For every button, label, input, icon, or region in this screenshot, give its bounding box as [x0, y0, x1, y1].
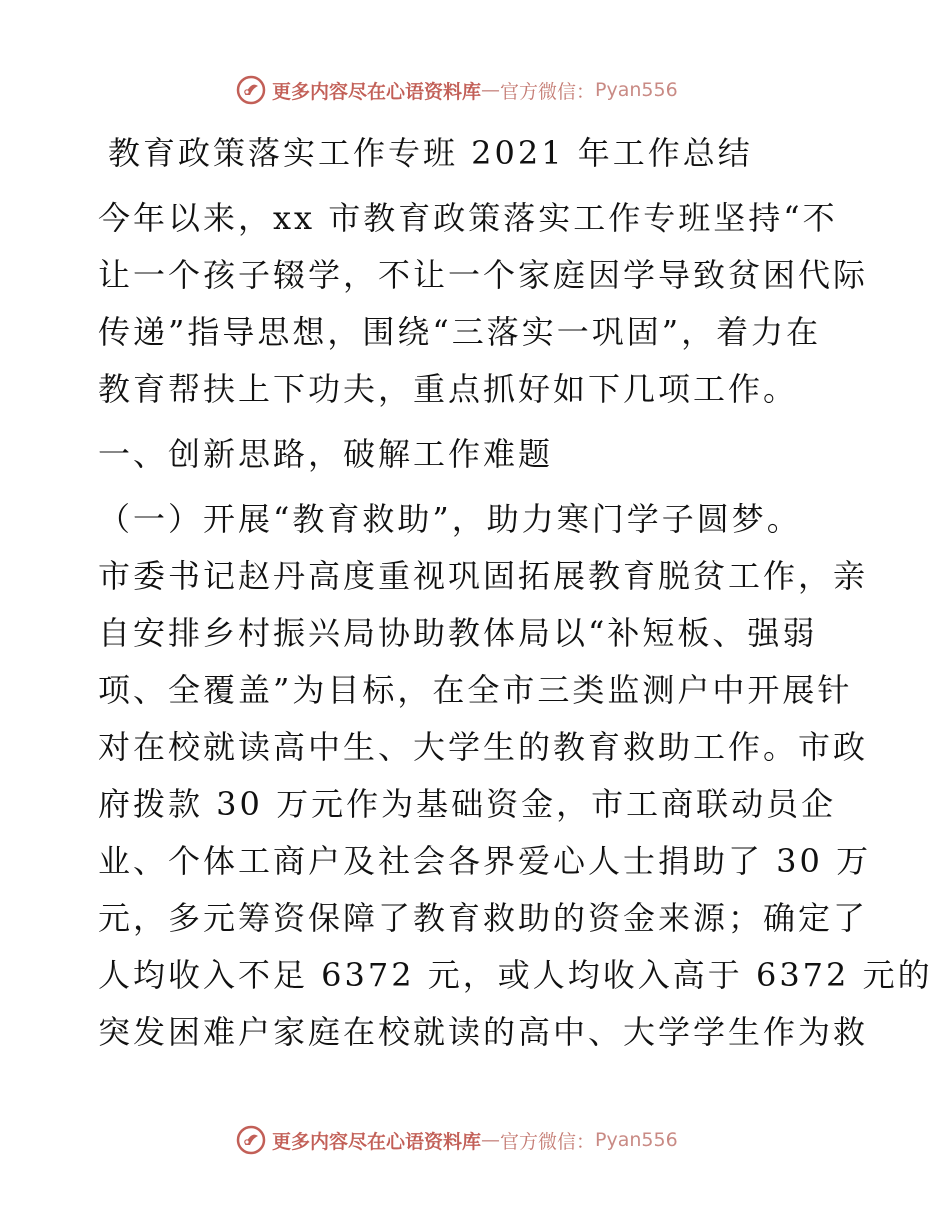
swirl-logo-icon [236, 75, 266, 105]
text-line: 传递”指导思想，围绕“三落实一巩固”，着力在 [98, 313, 822, 351]
swirl-logo-icon [236, 1125, 266, 1155]
text-line: 项、全覆盖”为目标，在全市三类监测户中开展针 [98, 671, 853, 709]
watermark-separator: — [481, 79, 501, 101]
document-title: 教育政策落实工作专班 2021 年工作总结 [108, 134, 753, 172]
text-line: 突发困难户家庭在校就读的高中、大学学生作为救 [98, 1013, 869, 1051]
body-paragraph [98, 491, 933, 1061]
watermark-contact-id: Pyan556 [595, 1129, 678, 1151]
section-heading: 一、创新思路，破解工作难题 [98, 435, 554, 473]
text-line: 府拨款 30 万元作为基础资金，市工商联动员企 [98, 785, 837, 823]
watermark-text: 更多内容尽在心语资料库 [272, 80, 482, 103]
footer-watermark [236, 1123, 678, 1157]
watermark-separator: — [481, 1129, 501, 1151]
watermark-contact-label: 官方微信： [500, 1130, 596, 1153]
document-page [98, 125, 933, 1061]
header-watermark [236, 73, 678, 107]
text-line: 教育帮扶上下功夫，重点抓好如下几项工作。 [98, 370, 799, 408]
text-line: 今年以来，xx 市教育政策落实工作专班坚持“不 [98, 199, 838, 237]
text-line: 业、个体工商户及社会各界爱心人士捐助了 30 万 [98, 842, 872, 880]
intro-paragraph [98, 190, 869, 418]
text-line: 自安排乡村振兴局协助教体局以“补短板、强弱 [98, 614, 818, 652]
text-line: 人均收入不足 6372 元，或人均收入高于 6372 元的 [98, 956, 933, 994]
text-line: 元，多元筹资保障了教育救助的资金来源；确定了 [98, 899, 869, 937]
text-line: 市委书记赵丹高度重视巩固拓展教育脱贫工作，亲 [98, 557, 869, 595]
text-line: （一）开展“教育救助”，助力寒门学子圆梦。 [98, 500, 802, 538]
watermark-text: 更多内容尽在心语资料库 [272, 1130, 482, 1153]
watermark-contact-id: Pyan556 [595, 79, 678, 101]
text-line: 让一个孩子辍学，不让一个家庭因学导致贫困代际 [98, 256, 869, 294]
watermark-contact-label: 官方微信： [500, 80, 596, 103]
text-line: 对在校就读高中生、大学生的教育救助工作。市政 [98, 728, 869, 766]
